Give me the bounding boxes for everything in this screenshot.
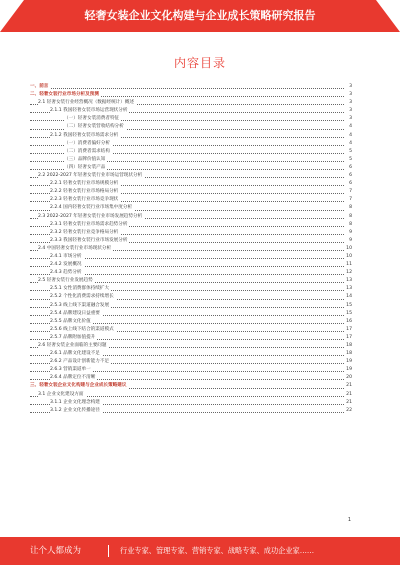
toc-entry-label: 3.1.1 企业文化理念构建	[50, 399, 102, 407]
toc-entry-label: 2.6.1 品牌文化建设不足	[50, 350, 102, 358]
toc-entry-page: 3	[348, 83, 352, 91]
toc-entry-page: 4	[348, 132, 352, 140]
toc-entry-label: 2.5.6 线上线下结合的渠道模式	[50, 326, 116, 334]
toc-entry-page: 13	[345, 277, 352, 285]
toc-entry[interactable]	[30, 132, 352, 140]
toc-entry[interactable]	[30, 350, 352, 358]
toc-entry-page: 18	[345, 342, 352, 350]
toc-entry[interactable]	[30, 293, 352, 301]
toc-entry-label: （一）轻奢女装消费者特征	[64, 115, 121, 123]
toc-entry-page: 8	[348, 204, 352, 212]
toc-entry-page: 3	[348, 99, 352, 107]
toc-entry-label: 2.6.4 品牌定位不清晰	[50, 374, 97, 382]
toc-entry[interactable]	[30, 318, 352, 326]
toc-entry-label: 2.4.2 发展概况	[50, 261, 84, 269]
toc-entry[interactable]	[30, 382, 352, 390]
toc-entry-label: 2.5.5 品牌文化价值	[50, 318, 93, 326]
toc-entry[interactable]	[30, 221, 352, 229]
toc-entry-page: 3	[348, 115, 352, 123]
toc-entry[interactable]	[30, 245, 352, 253]
toc-entry[interactable]	[30, 196, 352, 204]
toc-entry-label: 2.4.1 市场分析	[50, 253, 84, 261]
toc-entry[interactable]	[30, 269, 352, 277]
toc-entry-label: 2.5.7 品牌附加值提升	[50, 334, 97, 342]
toc-entry[interactable]	[30, 302, 352, 310]
toc-entry[interactable]	[30, 180, 352, 188]
toc-entry[interactable]	[30, 399, 352, 407]
toc-entry[interactable]	[30, 391, 352, 399]
toc-entry-label: 3.1.2 企业文化传播途径	[50, 407, 102, 415]
toc-entry-page: 10	[345, 245, 352, 253]
footer-slogan: 让个人都成为	[30, 546, 82, 556]
toc-entry-label: 2.1.1 我国轻奢女装市场运营现状分析	[50, 107, 129, 115]
header-corner-left	[0, 0, 24, 32]
toc-entry-page: 6	[348, 172, 352, 180]
toc-entry[interactable]	[30, 164, 352, 172]
toc-entry[interactable]	[30, 204, 352, 212]
toc-entry[interactable]	[30, 91, 352, 99]
toc-entry-label: 2.2.3 轻奢女装行业市场竞争现状	[50, 196, 120, 204]
toc-entry-label: （二）轻奢女装营收结构分析	[64, 123, 126, 131]
toc-entry-label: 二、轻奢女装行业市场分析及预测	[30, 91, 101, 99]
toc-entry[interactable]	[30, 261, 352, 269]
toc-entry[interactable]	[30, 358, 352, 366]
toc-entry-page: 7	[348, 188, 352, 196]
toc-entry-label: （一）消费者偏好分析	[64, 140, 112, 148]
document-title: 轻奢女装企业文化构建与企业成长策略研究报告	[84, 9, 316, 22]
toc-entry[interactable]	[30, 237, 352, 245]
footer-tagline: 行业专家、管理专家、营销专家、战略专家、成功企业家……	[120, 546, 315, 555]
toc-entry-page: 4	[348, 123, 352, 131]
toc-entry-label: 2.6.2 产品设计创新能力不足	[50, 358, 111, 366]
toc-entry[interactable]	[30, 83, 352, 91]
toc-entry-page: 9	[348, 237, 352, 245]
toc-entry[interactable]	[30, 253, 352, 261]
toc-entry[interactable]	[30, 115, 352, 123]
toc-entry-label: 2.2.1 轻奢女装行业市场规模分析	[50, 180, 120, 188]
toc-entry[interactable]	[30, 107, 352, 115]
toc-entry-label: 2.5.4 品牌建设日益重要	[50, 310, 102, 318]
toc-entry-label: 2.3.3 我国轻奢女装行业市场发展分析	[50, 237, 129, 245]
toc-entry[interactable]	[30, 407, 352, 415]
toc-entry-page: 17	[345, 326, 352, 334]
toc-entry-page: 11	[345, 261, 352, 269]
toc-entry-page: 15	[345, 302, 352, 310]
toc-entry[interactable]	[30, 213, 352, 221]
toc-entry-label: 2.3 2022-2027 年轻奢女装行业市场发展趋势分析	[38, 213, 144, 221]
toc-entry-label: 2.4.3 趋势分析	[50, 269, 84, 277]
footer-divider	[108, 545, 109, 557]
header-bar	[0, 0, 400, 32]
toc-entry-label: 2.6 轻奢女装企业面临的主要问题	[38, 342, 109, 350]
toc-entry-label: 2.3.2 轻奢女装行业竞争格局分析	[50, 229, 120, 237]
toc-entry-page: 22	[345, 407, 352, 415]
toc-entry-label: 三、轻奢女装企业文化构建与企业成长策略建议	[30, 382, 128, 390]
toc-entry-label: 2.3.1 轻奢女装行业市场需求趋势分析	[50, 221, 129, 229]
footer-bar	[0, 537, 400, 565]
toc-entry-label: 2.5.3 线上线下渠道融合发展	[50, 302, 111, 310]
toc-entry-page: 14	[345, 293, 352, 301]
toc-entry[interactable]	[30, 140, 352, 148]
toc-entry-label: 2.4 中国轻奢女装行业市场现状分析	[38, 245, 113, 253]
toc-entry-page: 5	[348, 148, 352, 156]
toc-entry-page: 7	[348, 196, 352, 204]
toc-entry-page: 10	[345, 253, 352, 261]
toc-entry-label: 一、前言	[30, 83, 50, 91]
toc-entry[interactable]	[30, 148, 352, 156]
toc-heading: 内容目录	[173, 56, 226, 70]
toc-entry-page: 3	[348, 107, 352, 115]
toc-entry-page: 20	[345, 374, 352, 382]
header-corner-right	[376, 0, 400, 32]
toc-entry[interactable]	[30, 229, 352, 237]
toc-entry-label: 2.5.2 个性化消费需求持续增长	[50, 293, 116, 301]
toc-entry-page: 9	[348, 229, 352, 237]
toc-entry[interactable]	[30, 172, 352, 180]
toc-entry-page: 6	[348, 164, 352, 172]
toc-entry-label: 2.1.2 我国轻奢女装市场需求分析	[50, 132, 120, 140]
toc-entry[interactable]	[30, 366, 352, 374]
toc-leader-dots	[30, 88, 344, 89]
toc-entry-label: 2.5.1 女性消费群体持续扩大	[50, 285, 111, 293]
toc-entry[interactable]	[30, 123, 352, 131]
toc-entry-page: 21	[345, 391, 352, 399]
toc-entry-page: 19	[345, 358, 352, 366]
toc-entry-page: 17	[345, 334, 352, 342]
toc-entry-page: 18	[345, 350, 352, 358]
toc-entry[interactable]	[30, 342, 352, 350]
toc-entry[interactable]	[30, 188, 352, 196]
toc-entry-label: 2.1 轻奢女装行业经营概况（数据经统计）概述	[38, 99, 136, 107]
toc-entry-label: 2.2.2 轻奢女装行业市场格局分析	[50, 188, 120, 196]
toc-entry[interactable]	[30, 156, 352, 164]
toc-entry-page: 16	[345, 318, 352, 326]
toc-entry[interactable]	[30, 374, 352, 382]
toc-entry-page: 8	[348, 221, 352, 229]
toc-entry-label: 2.2 2022-2027 年轻奢女装行业市场运营现状分析	[38, 172, 144, 180]
toc-entry-page: 13	[345, 285, 352, 293]
toc-entry-label: 2.2.4 国内轻奢女装行业市场集中度分析	[50, 204, 134, 212]
toc-entry-label: （四）轻奢女装产品	[64, 164, 107, 172]
toc-entry-page: 4	[348, 140, 352, 148]
toc-entry-page: 8	[348, 213, 352, 221]
toc-entry[interactable]	[30, 99, 352, 107]
toc-entry-label: （二）消费者需求结构	[64, 148, 112, 156]
toc-entry-page: 21	[345, 399, 352, 407]
toc-entry-label: 2.5 轻奢女装行业发展趋势	[38, 277, 95, 285]
toc-entry[interactable]	[30, 326, 352, 334]
toc-entry-page: 6	[348, 180, 352, 188]
toc-entry[interactable]	[30, 334, 352, 342]
toc-entry[interactable]	[30, 310, 352, 318]
toc-entry[interactable]	[30, 285, 352, 293]
toc-entry-label: 3.1 企业文化建设方面	[38, 391, 86, 399]
toc-entry-page: 19	[345, 366, 352, 374]
toc-entry-page: 15	[345, 310, 352, 318]
toc-entry-label: （三）品牌价值认知	[64, 156, 107, 164]
toc-entry-page: 3	[348, 91, 352, 99]
toc-entry[interactable]	[30, 277, 352, 285]
page-number: 1	[347, 517, 351, 523]
toc-entry-page: 5	[348, 156, 352, 164]
toc-entry-label: 2.6.3 营销渠道单一	[50, 366, 93, 374]
toc-entry-page: 21	[345, 382, 352, 390]
table-of-contents	[30, 83, 352, 513]
toc-entry-page: 12	[345, 269, 352, 277]
